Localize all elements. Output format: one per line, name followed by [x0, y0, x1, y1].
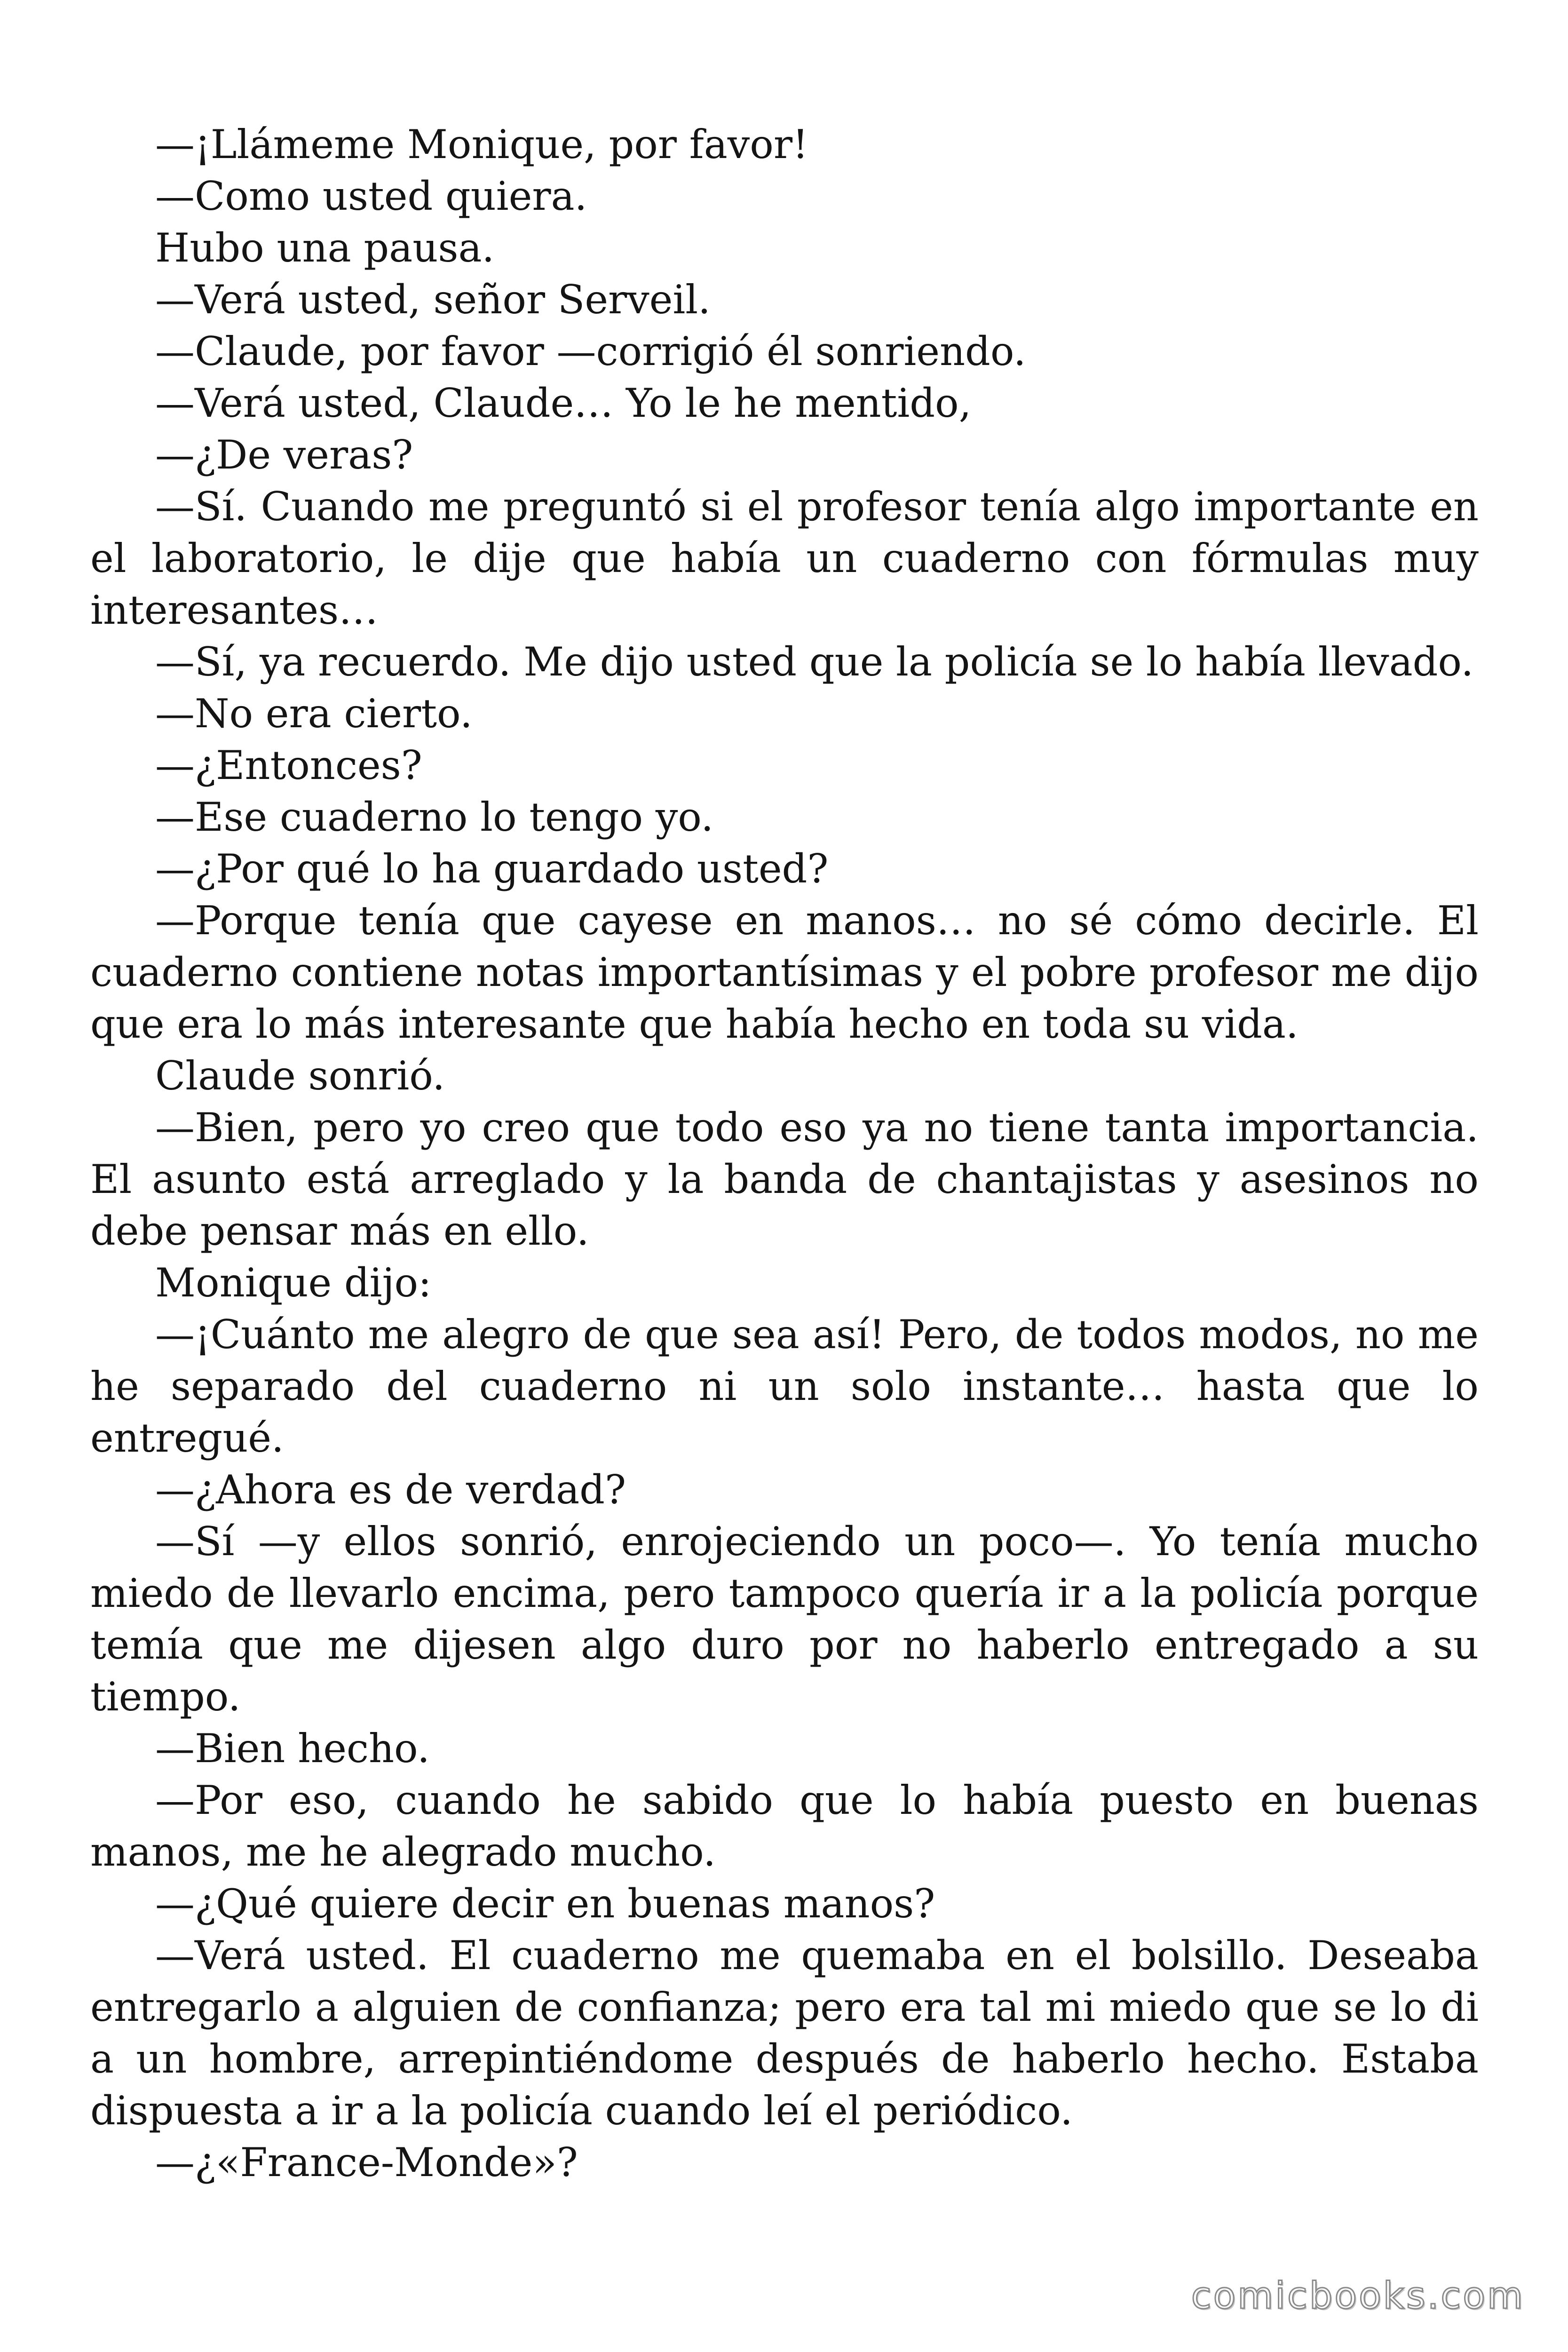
paragraph: —Porque tenía que cayese en manos… no sé cómo decirle. El cuaderno contiene notas importantísimas y el pobre profesor me dijo que era lo más interesante que había hecho en toda su vida.	[90, 898, 1479, 1047]
paragraph: —Verá usted, señor Serveil.	[155, 277, 711, 323]
paragraph: —Sí, ya recuerdo. Me dijo usted que la policía se lo había llevado.	[155, 639, 1474, 685]
paragraph: —Verá usted, Claude… Yo le he mentido,	[155, 380, 972, 426]
paragraph: Monique dijo:	[155, 1260, 432, 1306]
paragraph: Hubo una pausa.	[155, 225, 495, 271]
paragraph: —¿«France-Monde»?	[155, 2139, 578, 2185]
paragraph: —Bien hecho.	[155, 1725, 430, 1772]
paragraph: —¿Entonces?	[155, 742, 422, 788]
paragraph: —Ese cuaderno lo tengo yo.	[155, 794, 714, 840]
paragraph: —Verá usted. El cuaderno me quemaba en el bolsillo. Deseaba entregarlo a alguien de confianza; pero era tal mi miedo que se lo di a un hombre, arrepintiéndome después de haberlo hecho. Estaba dispuesta a ir a la policía cuando leí el periódico.	[90, 1932, 1479, 2134]
paragraph: —Claude, por favor —corrigió él sonriendo.	[155, 328, 1026, 374]
paragraph: —¡Llámeme Monique, por favor!	[155, 121, 808, 167]
watermark: comicbooks.com	[1191, 2275, 1525, 2317]
paragraph: —¡Cuánto me alegro de que sea así! Pero, de todos modos, no me he separado del cuaderno ni un solo instante… hasta que lo entregué.	[90, 1311, 1479, 1461]
paragraph: —Bien, pero yo creo que todo eso ya no tiene tanta importancia. El asunto está arreglado y la banda de chantajistas y asesinos no debe pensar más en ello.	[90, 1104, 1479, 1254]
paragraph: —Sí —y ellos sonrió, enrojeciendo un poco—. Yo tenía mucho miedo de llevarlo encima, pero tampoco quería ir a la policía porque temía que me dijesen algo duro por no haberlo entregado a su tiempo.	[90, 1518, 1479, 1720]
paragraph: —Sí. Cuando me preguntó si el profesor tenía algo importante en el laboratorio, le dije que había un cuaderno con fórmulas muy interesantes…	[90, 484, 1479, 633]
paragraph: —No era cierto.	[155, 691, 473, 737]
paragraph: Claude sonrió.	[155, 1053, 445, 1099]
paragraph: —¿Ahora es de verdad?	[155, 1467, 626, 1513]
page-body	[90, 119, 1479, 2188]
paragraph: —¿De veras?	[155, 432, 413, 478]
paragraph: —¿Por qué lo ha guardado usted?	[155, 846, 829, 892]
paragraph: —Como usted quiera.	[155, 173, 587, 219]
paragraph: —Por eso, cuando he sabido que lo había puesto en buenas manos, me he alegrado mucho.	[90, 1777, 1479, 1875]
paragraph: —¿Qué quiere decir en buenas manos?	[155, 1881, 935, 1927]
